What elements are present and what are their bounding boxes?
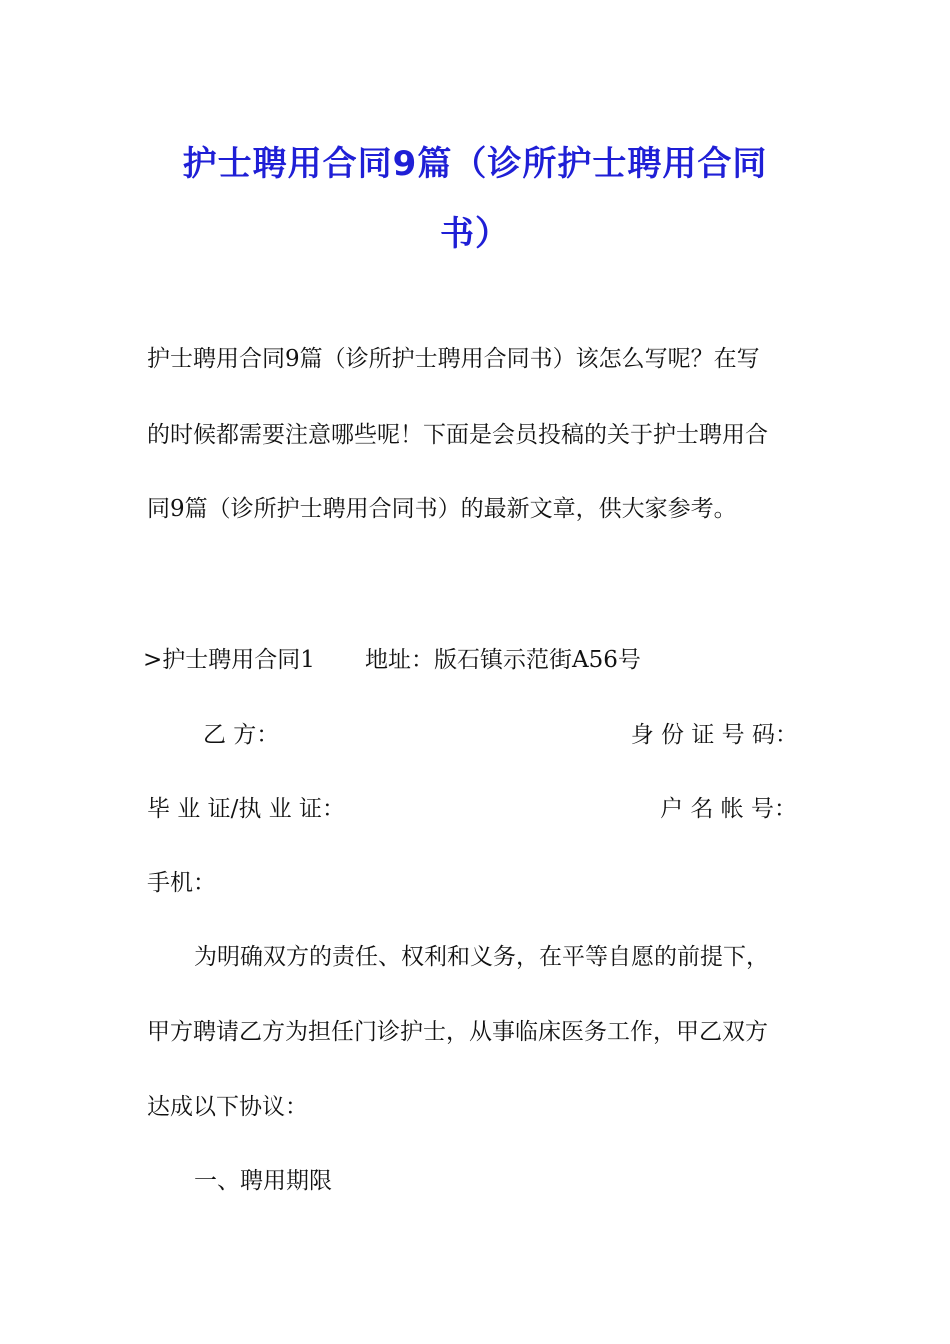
certificate-row <box>147 794 797 824</box>
body-line-3: 达成以下协议： <box>147 1094 308 1120</box>
certificate-label: 毕 业 证/执 业 证： <box>147 796 345 822</box>
phone-label: 手机： <box>147 870 216 896</box>
intro-line-3: 同9篇（诊所护士聘用合同书）的最新文章，供大家参考。 <box>147 496 737 522</box>
address-text: 地址：版石镇示范街A56号 <box>365 647 641 673</box>
section-heading: >护士聘用合同1 <box>143 647 315 673</box>
id-number-label: 身 份 证 号 码： <box>630 722 798 748</box>
body-line-1: 为明确双方的责任、权利和义务，在平等自愿的前提下， <box>194 944 769 970</box>
intro-line-2: 的时候都需要注意哪些呢！下面是会员投稿的关于护士聘用合 <box>147 422 768 448</box>
document-title-line-1: 护士聘用合同9篇（诊所护士聘用合同 <box>182 144 768 184</box>
intro-line-1: 护士聘用合同9篇（诊所护士聘用合同书）该怎么写呢？在写 <box>147 346 760 372</box>
account-label: 户 名 帐 号： <box>660 796 797 822</box>
clause-1-heading: 一、聘用期限 <box>194 1168 332 1194</box>
party-b-label: 乙 方： <box>203 722 280 748</box>
party-b-row <box>203 720 798 750</box>
body-line-2: 甲方聘请乙方为担任门诊护士，从事临床医务工作，甲乙双方 <box>147 1019 768 1045</box>
document-title-line-2: 书） <box>440 214 510 254</box>
section-heading-row <box>143 645 799 675</box>
